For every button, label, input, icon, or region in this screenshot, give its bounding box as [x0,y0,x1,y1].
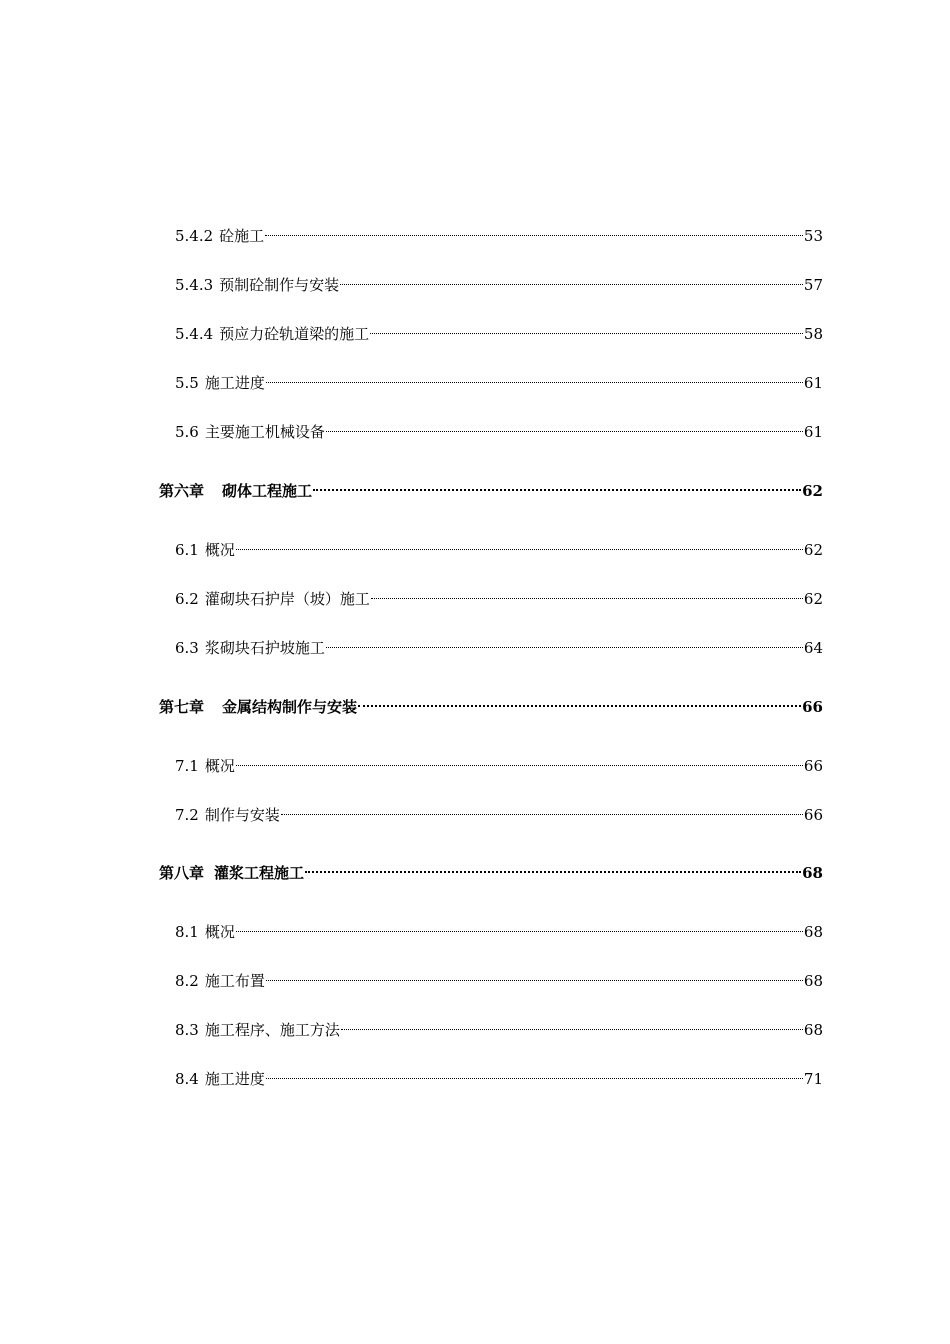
toc-entry-title: 主要施工机械设备 [204,423,325,441]
toc-entry-page: 68 [803,1021,823,1039]
toc-entry-number: 6.3 [175,639,199,657]
toc-entry-number: 6.1 [175,541,199,559]
toc-chapter-number: 第六章 [159,482,205,500]
dot-leader [340,270,803,290]
toc-entry-page: 62 [803,590,823,608]
toc-chapter-page: 62 [802,482,823,500]
toc-entry-8-2[interactable] [175,966,823,990]
toc-entry-number: 8.1 [175,923,199,941]
toc-entry-number: 5.5 [175,374,199,392]
toc-entry-8-4[interactable] [175,1064,823,1088]
toc-chapter-title: 砌体工程施工 [222,482,313,500]
toc-entry-page: 53 [803,227,823,245]
dot-leader [305,858,801,878]
toc-entry-8-3[interactable] [175,1015,823,1039]
toc-entry-page: 57 [803,276,823,294]
toc-entry-number: 8.2 [175,972,199,990]
toc-entry-title: 灌砌块石护岸（坡）施工 [204,590,370,608]
toc-entry-6-2[interactable] [175,584,823,608]
toc-entry-7-2[interactable] [175,800,823,824]
toc-entry-number: 6.2 [175,590,199,608]
toc-chapter-number: 第七章 [159,698,205,716]
dot-leader [236,751,803,771]
toc-entry-title: 施工布置 [204,972,265,990]
toc-entry-number: 7.1 [175,757,199,775]
dot-leader [341,1015,803,1035]
toc-chapter-page: 68 [802,864,823,882]
toc-entry-title: 概况 [204,923,235,941]
dot-leader [358,692,801,712]
toc-entry-page: 64 [803,639,823,657]
toc-entry-title: 施工程序、施工方法 [204,1021,340,1039]
toc-entry-number: 8.3 [175,1021,199,1039]
toc-entry-number: 5.6 [175,423,199,441]
toc-entry-title: 概况 [204,541,235,559]
toc-chapter-page: 66 [802,698,823,716]
dot-leader [326,417,803,437]
dot-leader [266,368,803,388]
dot-leader [326,633,803,653]
toc-chapter-8[interactable] [159,858,823,882]
toc-entry-page: 58 [803,325,823,343]
toc-entry-5-4-2[interactable] [175,221,823,245]
toc-entry-page: 66 [803,757,823,775]
dot-leader [236,535,803,555]
toc-chapter-6[interactable] [159,476,823,500]
toc-entry-title: 施工进度 [204,1070,265,1088]
toc-entry-title: 预应力砼轨道梁的施工 [219,325,370,343]
toc-entry-page: 66 [803,806,823,824]
toc-entry-number: 8.4 [175,1070,199,1088]
dot-leader [236,917,803,937]
toc-entry-page: 61 [803,374,823,392]
toc-entry-title: 浆砌块石护坡施工 [204,639,325,657]
toc-entry-title: 概况 [204,757,235,775]
dot-leader [266,1064,803,1084]
dot-leader [265,221,803,241]
toc-entry-5-6[interactable] [175,417,823,441]
toc-entry-title: 施工进度 [204,374,265,392]
toc-entry-7-1[interactable] [175,751,823,775]
toc-entry-page: 68 [803,923,823,941]
toc-chapter-title: 金属结构制作与安装 [222,698,358,716]
toc-chapter-number: 第八章 [159,864,205,882]
toc-entry-number: 5.4.2 [175,227,214,245]
toc-chapter-7[interactable] [159,692,823,716]
dot-leader [266,966,803,986]
toc-entry-6-3[interactable] [175,633,823,657]
toc-entry-8-1[interactable] [175,917,823,941]
toc-entry-title: 制作与安装 [204,806,280,824]
toc-entry-title: 预制砼制作与安装 [219,276,340,294]
toc-entry-6-1[interactable] [175,535,823,559]
toc-entry-5-5[interactable] [175,368,823,392]
toc-entry-page: 62 [803,541,823,559]
toc-entry-5-4-3[interactable] [175,270,823,294]
toc-entry-number: 5.4.4 [175,325,214,343]
toc-entry-number: 5.4.3 [175,276,214,294]
dot-leader [370,319,803,339]
toc-entry-page: 61 [803,423,823,441]
toc-entry-5-4-4[interactable] [175,319,823,343]
toc-entry-page: 71 [803,1070,823,1088]
toc-entry-title: 砼施工 [219,227,265,245]
dot-leader [313,476,801,496]
toc-chapter-title: 灌浆工程施工 [214,864,305,882]
dot-leader [371,584,803,604]
dot-leader [281,800,803,820]
toc-entry-number: 7.2 [175,806,199,824]
toc-entry-page: 68 [803,972,823,990]
